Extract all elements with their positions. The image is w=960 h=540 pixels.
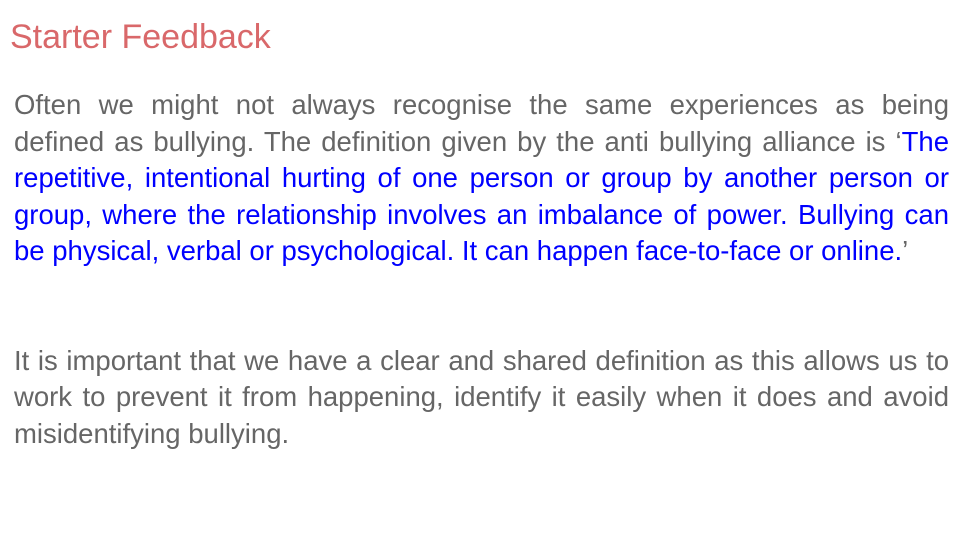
slide-body [14, 87, 949, 452]
paragraph-definition [14, 87, 949, 270]
open-quote-mark: ‘ [895, 125, 902, 157]
close-quote-mark: ’ [902, 235, 909, 266]
slide-title: Starter Feedback [10, 18, 271, 56]
definition-intro: Often we might not always recognise the same experiences as being defined as bullying. The definition given by the anti bullying alliance is [14, 89, 949, 157]
paragraph-importance: It is important that we have a clear and shared definition as this allows us to work to prevent it from happening, identify it easily when it does and avoid misidentifying bullying. [14, 344, 949, 449]
definition-quote: The repetitive, intentional hurting of one person or group by another person or group, where the relationship involves an imbalance of power. Bullying can be physical, verbal or psychological. It can happen face-to-face or online. [14, 125, 949, 266]
